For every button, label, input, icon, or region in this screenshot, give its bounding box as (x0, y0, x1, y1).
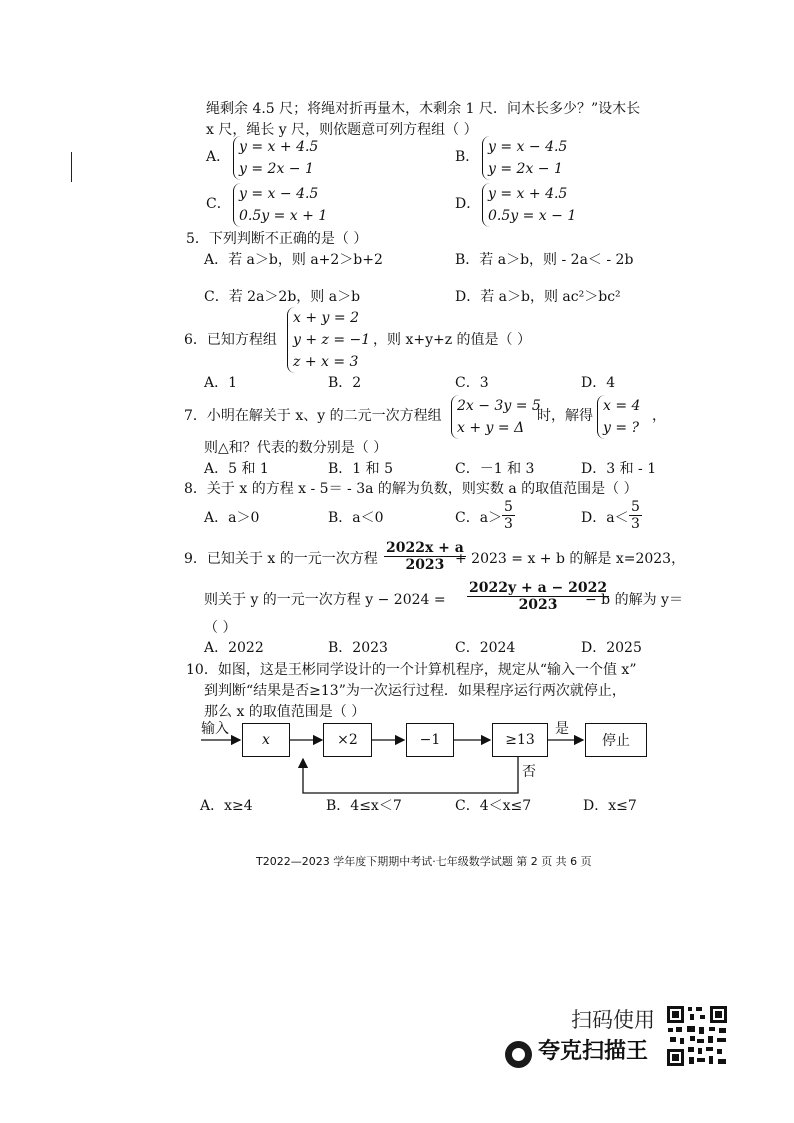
q7-option-a: A．5 和 1 (204, 461, 269, 477)
q9-line1-suffix: + 2023 = x + b 的解是 x=2023， (455, 551, 686, 567)
flow-box-minus1-text: −1 (419, 732, 441, 748)
q10-option-a: A．x≥4 (200, 798, 253, 814)
qr-code-icon (666, 1005, 728, 1067)
q4-a-eq2: y = 2x − 1 (239, 161, 314, 177)
q7-line2: 则△和？代表的数分别是（ ） (204, 440, 388, 456)
q9-option-c: C．2024 (455, 640, 516, 656)
q10-option-b: B．4≤x＜7 (326, 798, 402, 814)
scan-to-use-label: 扫码使用 (571, 1008, 655, 1032)
q6-option-b: B．2 (328, 375, 362, 391)
q4-d-eq1: y = x + 4.5 (488, 186, 568, 202)
q4-d-eq2: 0.5y = x − 1 (488, 208, 577, 224)
q6-option-c: C．3 (455, 375, 489, 391)
flow-box-x-text: x (262, 732, 270, 748)
q8-option-a: A．a＞0 (204, 510, 260, 526)
q9-line2-prefix: 则关于 y 的一元一次方程 y − 2024 = (204, 592, 446, 608)
q7-eq2: x + y = Δ (457, 420, 525, 436)
q9-frac1-denominator: 2023 (405, 557, 445, 574)
q10-line1: 10．如图，这是王彬同学设计的一个计算机程序，规定从“输入一个值 x” (186, 662, 637, 678)
flow-box-stop (585, 723, 647, 757)
q10-option-c: C．4＜x≤7 (455, 798, 532, 814)
q6-eq3: z + x = 3 (293, 354, 359, 370)
q4-option-a-label: A． (206, 149, 231, 165)
brand-name-label: 夸克扫描王 (538, 1039, 649, 1064)
q4-option-c-label: C． (206, 196, 231, 212)
q9-frac2-numerator: 2022y + a − 2022 (469, 580, 608, 596)
q7-stem-prefix: 7．小明在解关于 x、y 的二元一次方程组 (184, 408, 442, 424)
q5-option-d: D．若 a＞b，则 ac²＞bc² (455, 289, 621, 305)
flow-no-label: 否 (522, 764, 536, 780)
q6-option-d: D．4 (581, 375, 616, 391)
page-footer: T2022—2023 学年度下期期中考试·七年级数学试题 第 2 页 共 6 页 (256, 855, 592, 868)
q10-line3: 那么 x 的取值范围是（ ） (204, 704, 366, 720)
q9-frac2-denominator: 2023 (518, 597, 558, 614)
q8-d-denominator: 3 (631, 516, 640, 533)
q8-stem: 8．关于 x 的方程 x - 5＝ - 3a 的解为负数，则实数 a 的取值范围是（ ） (184, 481, 638, 497)
flow-box-x (242, 723, 290, 757)
flow-box-ge13-text: ≥13 (505, 732, 535, 748)
q4-option-b-label: B． (455, 149, 480, 165)
q4-b-eq1: y = x − 4.5 (488, 139, 568, 155)
q9-line2-suffix: − b 的解为 y＝ (585, 592, 683, 608)
q7-option-b: B．1 和 5 (328, 461, 394, 477)
q9-option-b: B．2023 (328, 640, 388, 656)
q5-stem: 5．下列判断不正确的是（ ） (186, 231, 368, 247)
flow-input-label: 输入 (201, 721, 229, 737)
q4-c-eq1: y = x − 4.5 (239, 186, 319, 202)
q9-frac1-numerator: 2022x + a (386, 540, 464, 556)
q9-option-a: A．2022 (204, 640, 264, 656)
flow-box-minus1 (406, 723, 454, 757)
q4-line2: x 尺，绳长 y 尺，则依题意可列方程组（ ） (206, 122, 478, 138)
q4-option-d-label: D． (455, 196, 481, 212)
q7-sol1: x = 4 (603, 398, 641, 414)
q9-prefix: 9．已知关于 x 的一元一次方程 (184, 551, 378, 567)
q6-stem-prefix: 6．已知方程组 (184, 332, 277, 348)
q9-answer-paren: （ ） (204, 620, 237, 636)
flow-box-stop-text: 停止 (602, 733, 630, 749)
q6-eq2: y + z = −1 (293, 332, 371, 348)
q4-c-eq2: 0.5y = x + 1 (239, 208, 328, 224)
q7-option-c: C．－1 和 3 (455, 461, 535, 477)
flow-box-ge13 (492, 723, 548, 757)
q5-option-c: C．若 2a＞2b，则 a＞b (204, 289, 361, 305)
q6-option-a: A．1 (204, 375, 238, 391)
q9-option-d: D．2025 (581, 640, 642, 656)
q5-option-a: A．若 a＞b，则 a+2＞b+2 (204, 252, 383, 268)
q7-eq1: 2x − 3y = 5 (457, 398, 541, 414)
q8-option-d-prefix: D．a＜ (581, 510, 629, 526)
q6-eq1: x + y = 2 (293, 310, 359, 326)
quark-logo-inner (512, 1048, 525, 1061)
q4-b-eq2: y = 2x − 1 (488, 161, 563, 177)
q6-stem-suffix: ，则 x+y+z 的值是（ ） (373, 332, 531, 348)
q5-option-b: B．若 a＞b，则 - 2a＜ - 2b (455, 252, 634, 268)
q8-c-denominator: 3 (504, 516, 513, 533)
q8-option-b: B．a＜0 (328, 510, 384, 526)
q10-option-d: D．x≤7 (583, 798, 637, 814)
flow-box-times2-text: ×2 (337, 732, 358, 748)
q7-stem-middle: 时，解得 (537, 408, 593, 424)
q7-option-d: D．3 和 - 1 (581, 461, 657, 477)
flow-box-times2 (323, 723, 372, 757)
q8-option-c-prefix: C．a＞ (455, 510, 503, 526)
q8-d-numerator: 5 (631, 499, 640, 515)
flow-yes-label: 是 (555, 721, 569, 737)
q4-a-eq1: y = x + 4.5 (239, 139, 319, 155)
q4-line1: 绳剩余 4.5 尺；将绳对折再量木，木剩余 1 尺．问木长多少？”设木长 (206, 101, 641, 117)
q7-sol2: y = ? (603, 420, 640, 436)
q10-line2: 到判断“结果是否≥13”为一次运行过程．如果程序运行两次就停止， (204, 683, 626, 699)
q8-c-numerator: 5 (504, 499, 513, 515)
quark-logo-icon (505, 1041, 532, 1068)
q7-stem-suffix: ， (652, 408, 666, 424)
